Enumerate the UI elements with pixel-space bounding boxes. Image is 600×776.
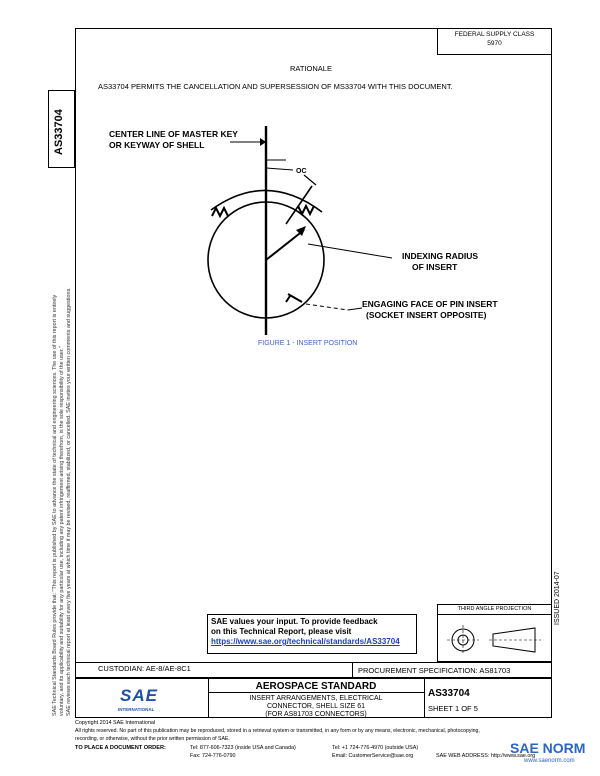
order-tel-outside: Tel: +1 724-776-4970 (outside USA): [332, 745, 419, 751]
watermark-title: SAE NORM: [510, 740, 586, 756]
side-doc-number: AS33704: [53, 109, 65, 155]
engaging-face-mark: [288, 294, 302, 302]
title-doc-number: AS33704: [428, 688, 470, 699]
break-mark-left: [212, 208, 228, 216]
feedback-line-2: on this Technical Report, please visit: [211, 627, 352, 636]
web-address[interactable]: SAE WEB ADDRESS: http://www.sae.org: [436, 753, 536, 759]
projection-label: THIRD ANGLE PROJECTION: [457, 606, 532, 612]
title-divider-right: [424, 678, 425, 718]
break-mark-right: [298, 206, 314, 214]
legal-line-3: SAE reviews each technical report at least every five years at which time it may be revised, reaffirmed, stabilized, or cancelled. SAE invites your written comments and suggestions.: [66, 287, 72, 716]
engaging-leader: [306, 304, 348, 310]
order-label: TO PLACE A DOCUMENT ORDER:: [75, 745, 166, 751]
sae-logo: SAE: [120, 686, 158, 705]
indexing-label-1: INDEXING RADIUS: [402, 251, 479, 261]
projection-divider: [437, 614, 552, 615]
fsc-line-2: 5970: [487, 40, 502, 47]
angle-dimension: [266, 168, 293, 170]
figure-caption: FIGURE 1 - INSERT POSITION: [258, 340, 358, 347]
cancellation-text: AS33704 PERMITS THE CANCELLATION AND SUPERSESSION OF MS33704 WITH THIS DOCUMENT.: [98, 82, 453, 91]
fsc-line-1: FEDERAL SUPPLY CLASS: [454, 31, 535, 38]
legal-line-1: SAE Technical Standards Board Rules provide that: "This report is published by SAE to advance the state of technical and engineering sciences. The use of this report is entirely: [52, 294, 58, 716]
feedback-line-1: SAE values your input. To provide feedback: [211, 617, 378, 626]
insert-position-figure: [100, 120, 530, 360]
sheet-number: SHEET 1 OF 5: [428, 704, 478, 713]
rights-line-2: recording, or otherwise, without the prior written permission of SAE.: [75, 736, 230, 742]
indexing-label-2: OF INSERT: [412, 262, 458, 272]
issued-date: ISSUED 2014-07: [554, 571, 561, 625]
title-line-2: CONNECTOR, SHELL SIZE 61: [266, 703, 366, 710]
order-tel: Tel: 877-606-7323 (inside USA and Canada): [190, 745, 296, 751]
title-line-1: INSERT ARRANGEMENTS, ELECTRICAL: [249, 695, 383, 702]
title-line-3: (FOR AS81703 CONNECTORS): [265, 711, 367, 718]
copyright: Copyright 2014 SAE International: [75, 720, 156, 726]
rights-line-1: All rights reserved. No part of this publication may be reproduced, stored in a retrieval system or transmitted, in any form or by any means, electronic, mechanical, photocopying,: [75, 728, 480, 734]
projection-symbol: [445, 622, 545, 658]
engaging-label-2: (SOCKET INSERT OPPOSITE): [366, 310, 487, 320]
engaging-label-1: ENGAGING FACE OF PIN INSERT: [362, 299, 498, 309]
custodian-divider: [352, 662, 353, 678]
indexing-radius-line: [266, 230, 304, 260]
order-email[interactable]: Email: CustomerService@sae.org: [332, 753, 414, 759]
custodian: CUSTODIAN: AE-8/AE-8C1: [98, 664, 191, 673]
indexing-leader: [308, 244, 392, 258]
standard-heading: AEROSPACE STANDARD: [255, 681, 377, 692]
centerline-label-1: CENTER LINE OF MASTER KEY: [109, 129, 238, 139]
order-fax: Fax: 724-776-0790: [190, 753, 236, 759]
rationale-heading: RATIONALE: [290, 64, 332, 73]
sae-logo-sub: INTERNATIONAL: [118, 707, 155, 712]
feedback-link[interactable]: https://www.sae.org/technical/standards/AS33704: [211, 637, 400, 646]
watermark-url: www.saenorm.com: [524, 758, 575, 764]
standard-underline: [208, 692, 424, 693]
legal-line-2: voluntary, and its applicability and suitability for any particular use, including any patent infringement arising therefrom, is the sole responsibility of the user.": [59, 346, 65, 716]
angle-label: OC: [296, 168, 307, 175]
procurement-spec: PROCUREMENT SPECIFICATION: AS81703: [358, 666, 511, 675]
centerline-label-2: OR KEYWAY OF SHELL: [109, 140, 205, 150]
